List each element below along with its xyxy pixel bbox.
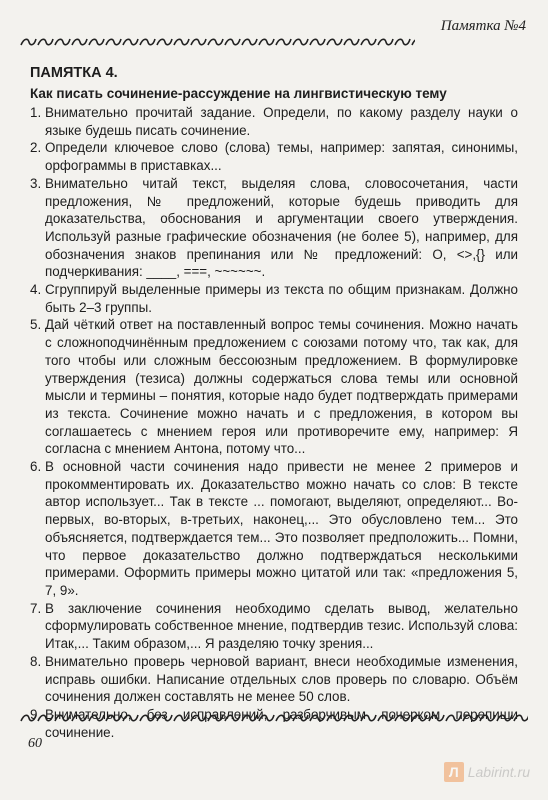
memo-subtitle: Как писать сочинение-рассуждение на лингвистическую тему [30, 86, 447, 101]
list-item [30, 600, 518, 653]
item-number: 7. [30, 600, 42, 616]
watermark-text: Labirint.ru [467, 764, 530, 780]
item-text: В основной части сочинения надо привести не менее 2 примеров и прокомментировать их. Доказательство можно начать со слов: В тексте автор использует... Так в тексте ... помогают, выделяют, определяют... Во-первых, во-вторых, в-третьих, наконец,... Это обусловлено тем... Это объясняется, подтверждается тем... Это позволяет предположить... Помни, что первое доказательство должно подтверждаться несколькими примерами. Оформить примеры можно цитатой или так: «предложения 5, 7, 9». [45, 459, 518, 598]
page-number: 60 [28, 736, 42, 751]
header-ornament [20, 36, 528, 48]
item-number: 5. [30, 317, 42, 333]
memo-title: ПАМЯТКА 4. [30, 65, 118, 81]
list-item [30, 104, 518, 139]
page-footer [20, 712, 528, 752]
footer-ornament [20, 712, 528, 724]
list-item [30, 458, 518, 600]
list-item [30, 281, 518, 316]
item-number: 4. [30, 282, 42, 298]
item-number: 1. [30, 105, 42, 120]
page-header [20, 14, 528, 48]
list-item [30, 175, 518, 281]
running-header-title: Памятка №4 [440, 18, 526, 34]
list-item [30, 139, 518, 174]
item-text: Определи ключевое слово (слова) темы, например: запятая, синонимы, орфограммы в приставках... [45, 140, 518, 174]
item-number: 2. [30, 140, 42, 156]
item-number: 8. [30, 653, 42, 669]
watermark [444, 762, 530, 782]
item-text: Внимательно прочитай задание. Определи, по какому разделу науки о языке будешь писать сочинение. [45, 105, 518, 138]
labirint-logo-icon: Л [444, 762, 464, 782]
memo-content [30, 64, 518, 741]
item-number: 6. [30, 459, 42, 475]
ornament-border [20, 712, 528, 724]
item-text: сочинение. [45, 724, 115, 740]
list-item [30, 653, 518, 706]
item-text: Сгруппируй выделенные примеры из текста по общим признакам. Должно быть 2–3 группы. [45, 282, 518, 315]
item-text: Внимательно проверь черновой вариант, внеси необходимые изменения, исправь ошибки. Написание отдельных слов проверь по словарю. Объём сочинения должен составлять не менее 50 слов. [45, 653, 518, 705]
item-text: В заключение сочинения необходимо сделать вывод, желательно сформулировать собственное мнение, подтвердив тезис. Используй слова: Итак,... Таким образом,... Я разделяю точку зрения... [45, 600, 518, 652]
ornament-border [20, 36, 528, 48]
instruction-list [30, 104, 518, 741]
item-text: Внимательно читай текст, выделяя слова, словосочетания, части предложения, № предложений, которые будешь приводить для доказательства, обоснования и аргументации своего утверждения. Используй разные графические обозначения (не более 5), например, для обозначения знаков препинания или № предложений: O, <>,{} или подчеркивания: ____, ===, ~~~~~~. [45, 175, 518, 280]
list-item [30, 316, 518, 458]
item-text: Дай чёткий ответ на поставленный вопрос темы сочинения. Можно начать с сложноподчинённым предложением с союзами потому что, так как, для того чтобы или сложным бессоюзным предложением. В формулировке утверждения (тезиса) должны содержаться слова темы или основной мысли и термины – понятия, которые надо будет подтверждать примерами из текста. Сочинение можно начать и с предложения, в котором вы соглашаетесь с мнением героя или противоречите ему, например: Я согласна с мнением Антона, потому что... [45, 317, 518, 457]
item-number: 3. [30, 175, 42, 191]
